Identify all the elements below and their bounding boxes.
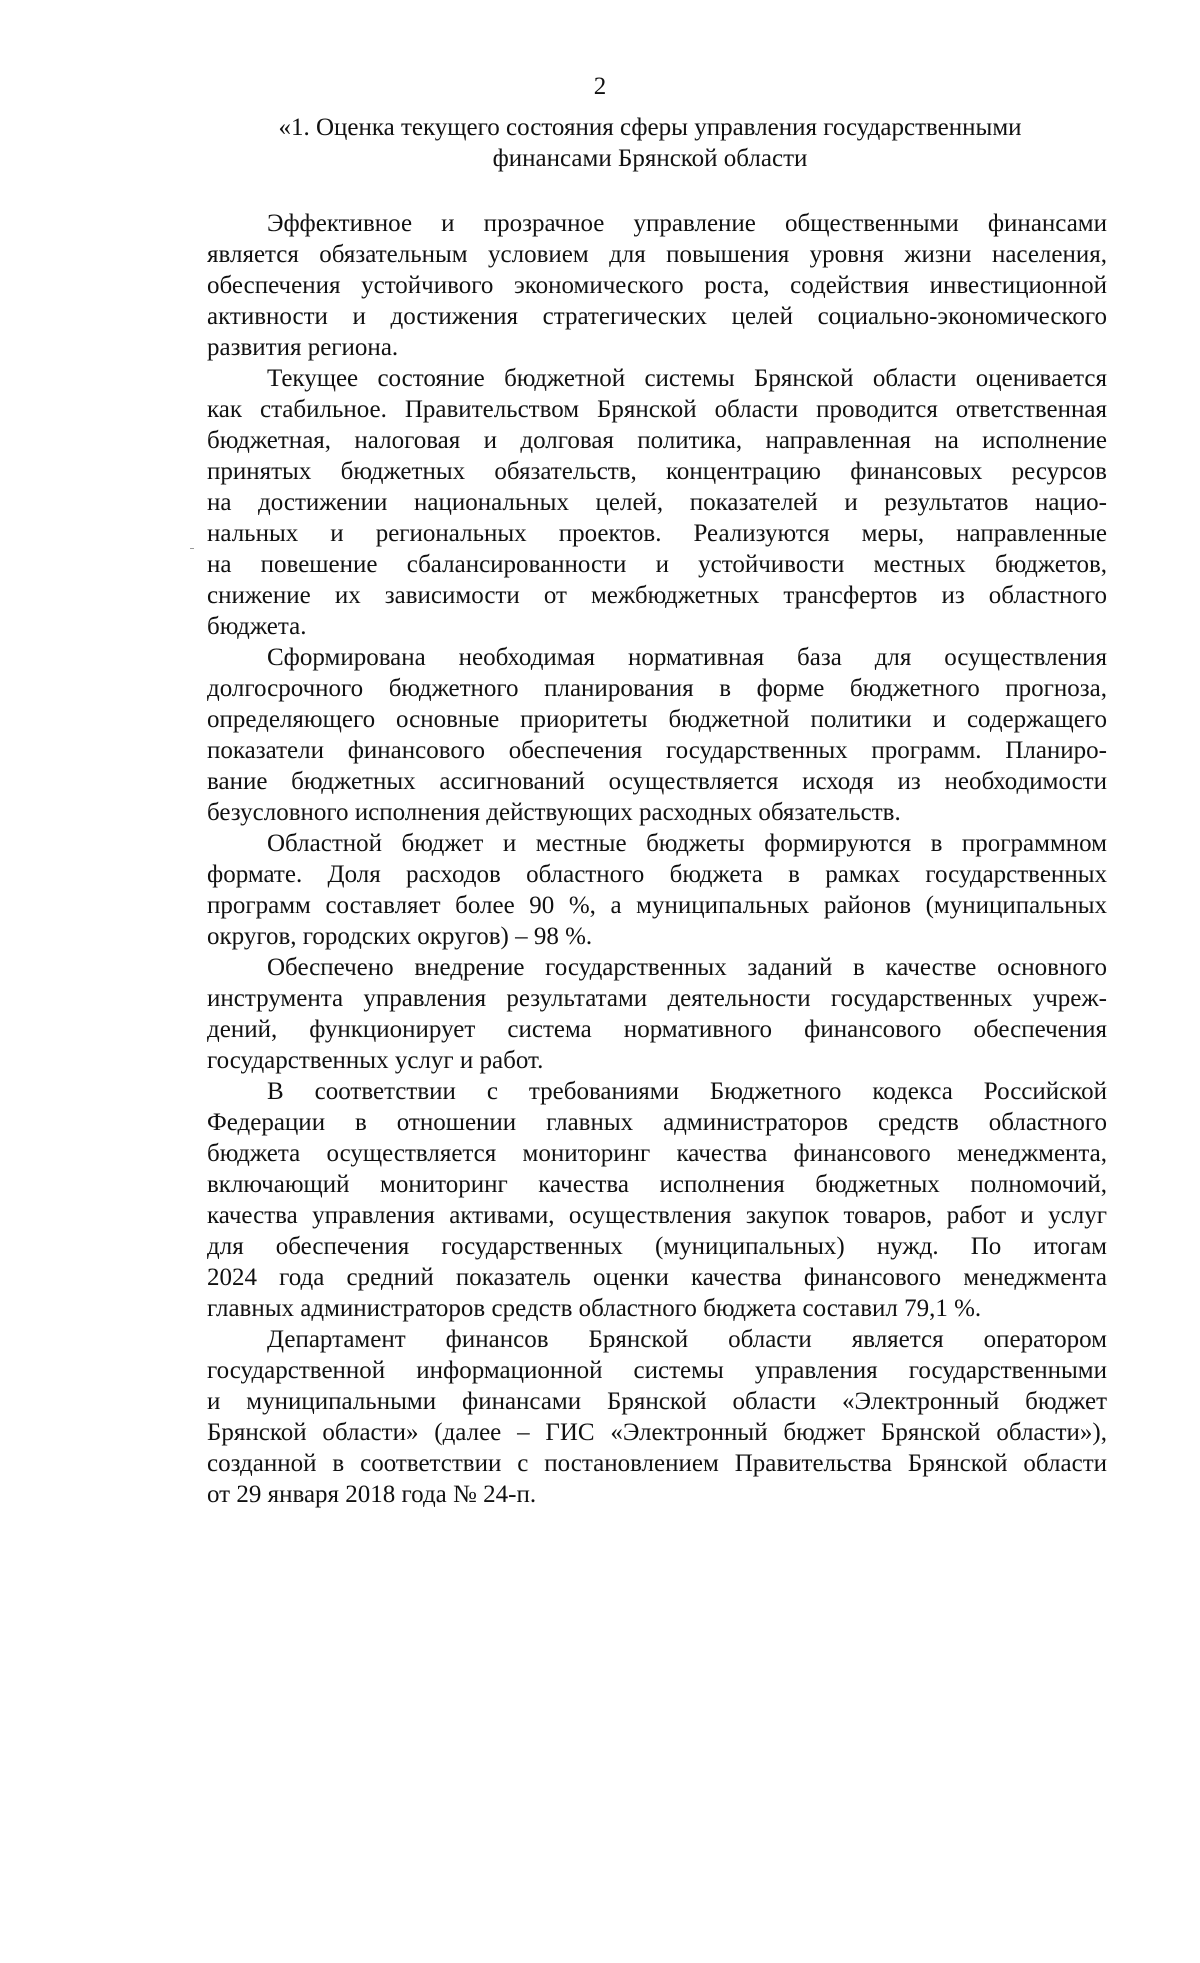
paragraph	[207, 642, 1107, 828]
paragraph-line: Областной бюджет и местные бюджеты формируются в программном	[267, 830, 1107, 857]
paragraph-line: государственных услуг и работ.	[207, 1047, 544, 1074]
paragraph-line: дений, функционирует система нормативного финансового обеспечения	[207, 1016, 1107, 1043]
paragraph-line: В соответствии с требованиями Бюджетного кодекса Российской	[267, 1078, 1107, 1105]
paragraph-line: и муниципальными финансами Брянской области «Электронный бюджет	[207, 1388, 1107, 1415]
paragraph-line: принятых бюджетных обязательств, концентрацию финансовых ресурсов	[207, 458, 1107, 485]
paragraph-line: Департамент финансов Брянской области является оператором	[267, 1326, 1107, 1353]
paragraph-line: бюджета.	[207, 613, 307, 640]
paragraph-line: нальных и региональных проектов. Реализуются меры, направленные	[207, 520, 1107, 547]
paragraph-line: на повешение сбалансированности и устойчивости местных бюджетов,	[207, 551, 1107, 578]
paragraph-line: вание бюджетных ассигнований осуществляется исходя из необходимости	[207, 768, 1107, 795]
paragraph-line: как стабильное. Правительством Брянской области проводится ответственная	[207, 396, 1107, 423]
paragraph-line: Эффективное и прозрачное управление общественными финансами	[267, 210, 1107, 237]
paragraph	[207, 208, 1107, 363]
paragraph	[207, 952, 1107, 1076]
paragraph-line: Обеспечено внедрение государственных заданий в качестве основного	[267, 954, 1107, 981]
page-number: 2	[593, 73, 607, 100]
margin-mark	[190, 548, 194, 549]
paragraph-line: качества управления активами, осуществления закупок товаров, работ и услуг	[207, 1202, 1107, 1229]
paragraph-line: активности и достижения стратегических целей социально-экономического	[207, 303, 1107, 330]
section-title-line-2: финансами Брянской области	[492, 145, 808, 172]
paragraph-line: на достижении национальных целей, показателей и результатов нацио-	[207, 489, 1107, 516]
section-title	[200, 112, 1100, 174]
paragraph-line: программ составляет более 90 %, а муниципальных районов (муниципальных	[207, 892, 1107, 919]
section-title-line-1: «1. Оценка текущего состояния сферы управления государственными	[278, 114, 1022, 141]
paragraph-line: определяющего основные приоритеты бюджетной политики и содержащего	[207, 706, 1107, 733]
paragraph-line: Брянской области» (далее – ГИС «Электронный бюджет Брянской области»),	[207, 1419, 1107, 1446]
paragraph-line: бюджетная, налоговая и долговая политика, направленная на исполнение	[207, 427, 1107, 454]
paragraph-line: для обеспечения государственных (муниципальных) нужд. По итогам	[207, 1233, 1107, 1260]
paragraph-line: государственной информационной системы управления государственными	[207, 1357, 1107, 1384]
paragraph-line: развития региона.	[207, 334, 399, 361]
paragraph-line: Федерации в отношении главных администраторов средств областного	[207, 1109, 1107, 1136]
paragraph-line: бюджета осуществляется мониторинг качества финансового менеджмента,	[207, 1140, 1107, 1167]
paragraph-line: от 29 января 2018 года № 24-п.	[207, 1481, 537, 1508]
paragraph	[207, 1076, 1107, 1324]
paragraph-line: главных администраторов средств областного бюджета составил 79,1 %.	[207, 1295, 982, 1322]
paragraph-line: инструмента управления результатами деятельности государственных учреж-	[207, 985, 1107, 1012]
paragraph	[207, 363, 1107, 642]
paragraph-line: безусловного исполнения действующих расходных обязательств.	[207, 799, 901, 826]
paragraph-line: долгосрочного бюджетного планирования в форме бюджетного прогноза,	[207, 675, 1107, 702]
paragraph-line: снижение их зависимости от межбюджетных трансфертов из областного	[207, 582, 1107, 609]
paragraph-line: Текущее состояние бюджетной системы Брянской области оценивается	[267, 365, 1107, 392]
paragraph-line: обеспечения устойчивого экономического роста, содействия инвестиционной	[207, 272, 1107, 299]
paragraph-line: округов, городских округов) – 98 %.	[207, 923, 593, 950]
paragraph	[207, 1324, 1107, 1510]
paragraph-line: включающий мониторинг качества исполнения бюджетных полномочий,	[207, 1171, 1107, 1198]
paragraph-line: 2024 года средний показатель оценки качества финансового менеджмента	[207, 1264, 1107, 1291]
paragraph	[207, 828, 1107, 952]
paragraph-line: является обязательным условием для повышения уровня жизни населения,	[207, 241, 1107, 268]
document-body	[207, 208, 1107, 1510]
paragraph-line: Сформирована необходимая нормативная база для осуществления	[267, 644, 1107, 671]
paragraph-line: созданной в соответствии с постановлением Правительства Брянской области	[207, 1450, 1107, 1477]
paragraph-line: формате. Доля расходов областного бюджета в рамках государственных	[207, 861, 1107, 888]
paragraph-line: показатели финансового обеспечения государственных программ. Планиро-	[207, 737, 1107, 764]
